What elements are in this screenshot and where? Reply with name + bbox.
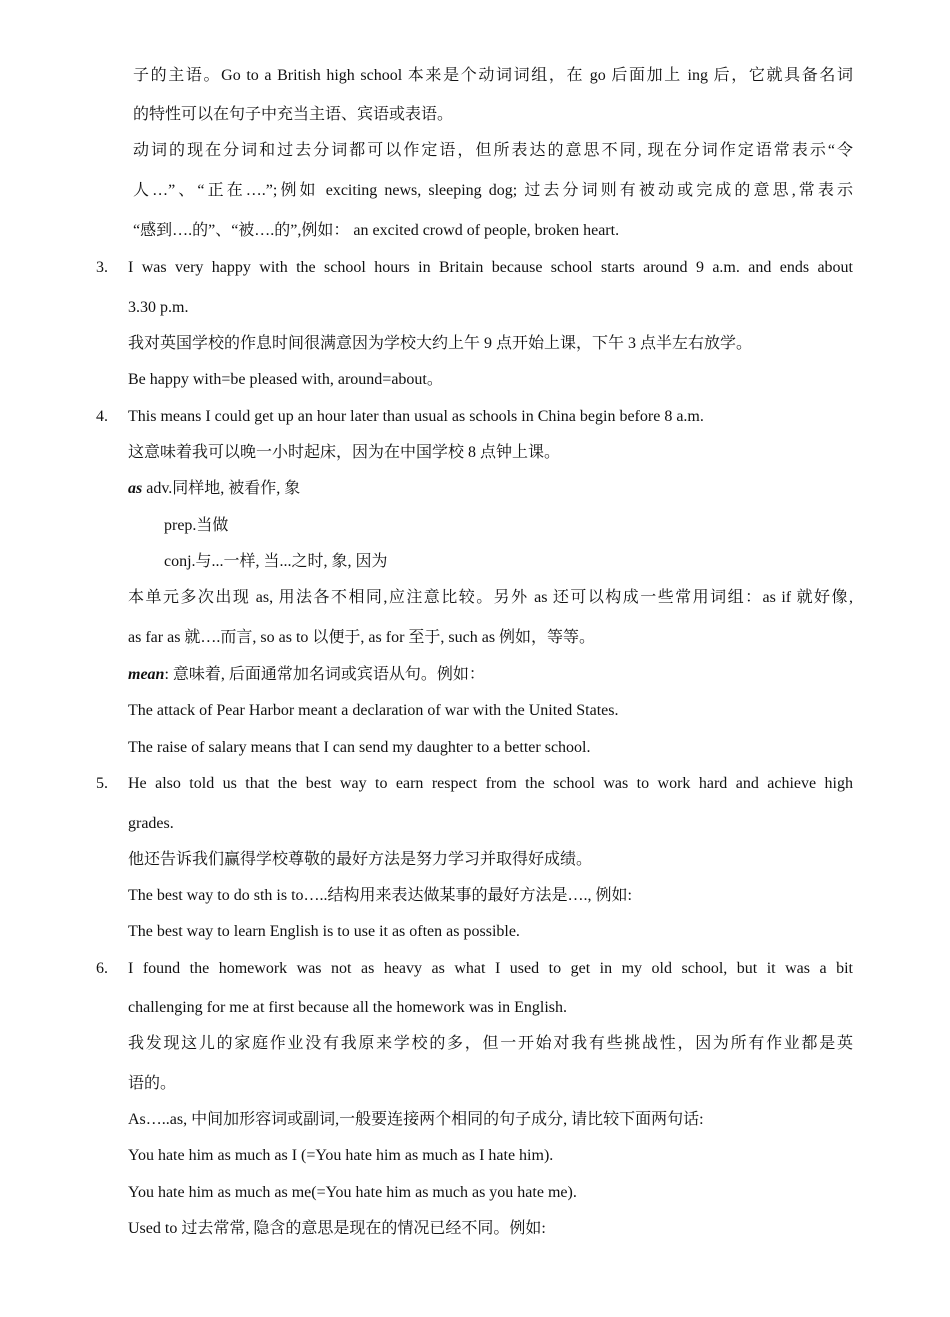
text-line: I was very happy with the school hours in Britain because school starts around 9 a.m. and ends about: [128, 259, 853, 276]
text-line: You hate him as much as me(=You hate him as much as you hate me).: [128, 1184, 577, 1201]
text-line: [128, 479, 300, 499]
text-line: The best way to do sth is to…..结构用来表达做某事的最好方法是…., 例如:: [128, 887, 632, 904]
text-line: 的特性可以在句子中充当主语、宾语或表语。: [133, 106, 454, 123]
text-line: 动词的现在分词和过去分词都可以作定语，但所表达的意思不同, 现在分词作定语常表示“令: [133, 142, 853, 159]
text-line: As…..as, 中间加形容词或副词,一般要连接两个相同的句子成分, 请比较下面两句话:: [128, 1111, 704, 1128]
text-line: You hate him as much as I (=You hate him as much as I hate him).: [128, 1147, 554, 1164]
text-line: 人…”、“正在….”;例如 exciting news, sleeping dog; 过去分词则有被动或完成的意思,常表示: [133, 182, 853, 199]
text-line: 这意味着我可以晚一小时起床，因为在中国学校 8 点钟上课。: [128, 444, 561, 461]
item-number-6: 6.: [96, 960, 108, 977]
text-line: The attack of Pear Harbor meant a declaration of war with the United States.: [128, 702, 619, 719]
definition: : 意味着, 后面通常加名词或宾语从句。例如：: [164, 666, 485, 683]
item-number-4: 4.: [96, 408, 108, 425]
text-line: The best way to learn English is to use it as often as possible.: [128, 923, 520, 940]
text-line: 语的。: [128, 1075, 177, 1092]
item-number-5: 5.: [96, 775, 108, 792]
text-line: 我发现这儿的家庭作业没有我原来学校的多，但一开始对我有些挑战性，因为所有作业都是英: [128, 1035, 853, 1052]
text-line: Be happy with=be pleased with, around=about。: [128, 371, 443, 388]
text-line: 子的主语。Go to a British high school 本来是个动词词组，在 go 后面加上 ing 后，它就具备名词: [133, 67, 853, 84]
text-line: [128, 665, 485, 685]
text-line: 3.30 p.m.: [128, 299, 189, 316]
text-line: 他还告诉我们赢得学校尊敬的最好方法是努力学习并取得好成绩。: [128, 851, 593, 868]
text-line: He also told us that the best way to earn respect from the school was to work hard and achieve high: [128, 775, 853, 792]
keyword-mean: mean: [128, 666, 165, 683]
text-line: This means I could get up an hour later than usual as schools in China begin before 8 a.m.: [128, 408, 704, 425]
keyword-as: as: [128, 480, 143, 497]
text-line: grades.: [128, 815, 174, 832]
text-line: “感到….的”、“被….的”,例如： an excited crowd of people, broken heart.: [133, 222, 620, 239]
item-number-3: 3.: [96, 259, 108, 276]
text-line: 本单元多次出现 as, 用法各不相同,应注意比较。另外 as 还可以构成一些常用词组：as if 就好像,: [128, 589, 853, 606]
text-line: prep.当做: [164, 517, 229, 534]
text-line: Used to 过去常常, 隐含的意思是现在的情况已经不同。例如:: [128, 1220, 546, 1237]
text-line: I found the homework was not as heavy as what I used to get in my old school, but it was a bit: [128, 960, 853, 977]
text-line: conj.与...一样, 当...之时, 象, 因为: [164, 553, 388, 570]
text-line: 我对英国学校的作息时间很满意因为学校大约上午 9 点开始上课，下午 3 点半左右放学。: [128, 335, 753, 352]
text-line: as far as 就….而言, so as to 以便于, as for 至于, such as 例如，等等。: [128, 629, 596, 646]
text-line: The raise of salary means that I can send my daughter to a better school.: [128, 739, 591, 756]
definition: adv.同样地, 被看作, 象: [142, 480, 301, 497]
text-line: challenging for me at first because all the homework was in English.: [128, 999, 567, 1016]
